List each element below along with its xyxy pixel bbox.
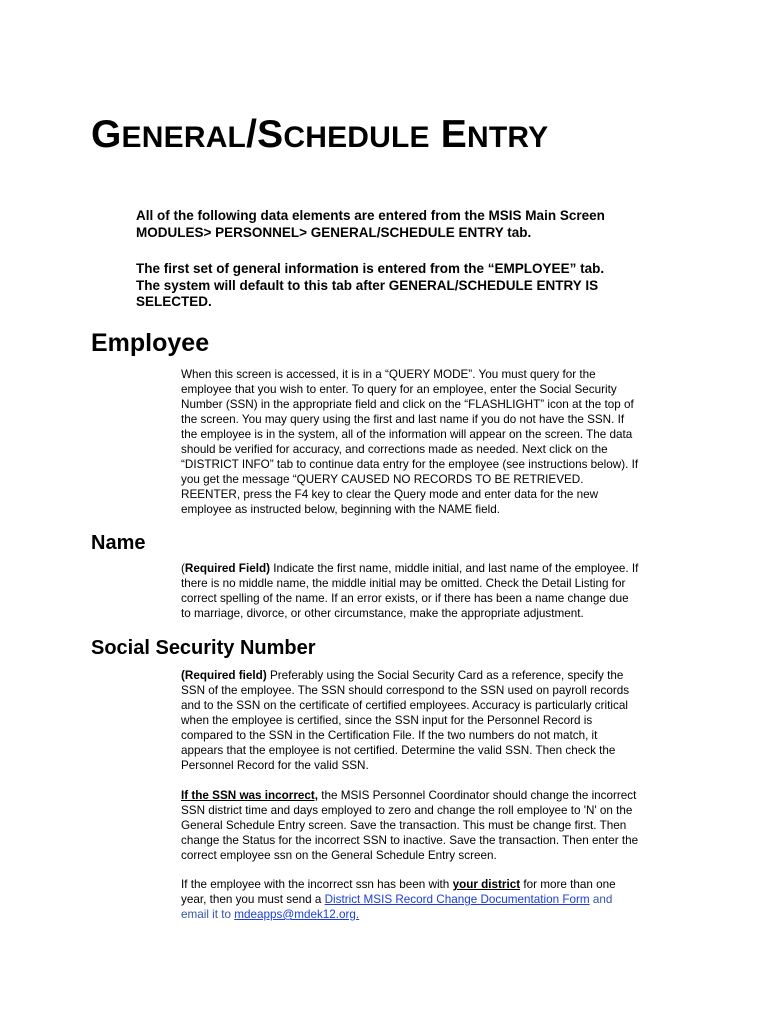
ssn-description [181,668,691,773]
text-line: Number (SSN) in the appropriate field and click on the “FLASHLIGHT” icon at the top of [181,398,634,411]
text-line: the screen. You may query using the first and last name if you do not have the SSN. If [181,413,625,426]
text-line: compared to the SSN in the Certification File. If the two numbers do not match, it [181,729,598,742]
text-line: SSN district time and days employed to zero and change the roll employee to 'N' on the [181,804,633,817]
text-line: When this screen is accessed, it is in a “QUERY MODE”. You must query for the [181,368,596,381]
text-line: change the Status for the incorrect SSN to inactive. Save the transaction. Then enter the [181,834,639,847]
open-paren: ( [181,562,185,575]
ssn-incorrect-instructions [181,788,691,863]
name-heading: Name [91,532,146,554]
title-ntry: NTRY [467,121,549,154]
text-run: and [589,893,613,906]
text-line: employee that you wish to enter. To query for an employee, enter the Social Security [181,383,617,396]
required-label: Required Field) [184,562,270,575]
text-line [181,788,691,803]
email-link[interactable]: mdeapps@mdek12.org. [234,908,360,921]
employee-heading: Employee [91,329,210,357]
text-run: the MSIS Personnel Coordinator should change the incorrect [318,789,637,802]
text-line: you get the message “QUERY CAUSED NO RECORDS TO BE RETRIEVED. [181,473,584,486]
text-run: Preferably using the Social Security Card as a reference, specify the [266,669,624,682]
text-line [181,561,691,576]
text-line: Personnel Record for the valid SSN. [181,759,369,772]
text-line: correct spelling of the name. If an error exists, or if there has been a name change due [181,592,629,605]
title-g: G [91,113,122,156]
name-description [181,561,691,621]
intro-line: All of the following data elements are entered from the MSIS Main Screen [136,208,605,223]
text-line: when the employee is certified, since the SSN input for the Personnel Record is [181,714,593,727]
text-line: correct employee ssn on the General Schedule Entry screen. [181,849,497,862]
text-run: for more than one [520,878,616,891]
intro-line: The system will default to this tab after GENERAL/SCHEDULE ENTRY IS [136,277,599,293]
intro-line: The first set of general information is entered from the “EMPLOYEE” tab. [136,261,605,276]
text-line: SSN of the employee. The SSN should correspond to the SSN used on payroll records [181,684,630,697]
required-label: (Required field) [181,669,267,682]
record-change-form-link[interactable]: District MSIS Record Change Documentation Form [324,893,590,906]
intro-line: SELECTED. [136,294,212,309]
title-space-e: E [429,113,467,156]
text-line: “DISTRICT INFO” tab to continue data entry for the employee (see instructions below). If [181,458,639,471]
your-district-emphasis: your district [452,878,521,891]
title-eneral: ENERAL [121,121,247,154]
ssn-heading: Social Security Number [91,637,316,659]
text-line: the employee is in the system, all of the information will appear on the screen. The data [181,428,633,441]
text-line: should be verified for accuracy, and corrections made as needed. Next click on the [181,443,608,456]
text-line: and to the SSN on the certificate of certified employees. Accuracy is particularly critical [181,699,628,712]
text-line: employee as instructed below, beginning with the NAME field. [181,503,500,516]
employee-description [181,367,691,517]
text-line [181,668,691,683]
text-line: there is no middle name, the middle initial may be omitted. Check the Detail Listing for [181,577,626,590]
intro-line: MODULES> PERSONNEL> GENERAL/SCHEDULE ENTRY tab. [136,224,532,240]
text-run: Indicate the first name, middle initial, and last name of the employee. If [269,562,639,575]
text-line: to marriage, divorce, or other circumstance, make the appropriate adjustment. [181,607,584,620]
intro-paragraph-2 [136,261,696,311]
text-run: If the employee with the incorrect ssn has been with [181,878,453,891]
text-line: General Schedule Entry screen. Save the transaction. This must be change first. Then [181,819,627,832]
text-line: REENTER, press the F4 key to clear the Query mode and enter data for the new [181,488,599,501]
text-run: email it to [181,908,235,921]
text-line [181,877,691,892]
text-run: year, then you must send a [181,893,325,906]
page-title [91,112,548,161]
text-line [181,907,691,922]
text-line [181,892,691,907]
title-chedule: CHEDULE [283,121,430,154]
intro-paragraph-1 [136,208,696,241]
ssn-district-instructions [181,877,691,922]
incorrect-ssn-label: If the SSN was incorrect, [181,789,319,802]
text-line: appears that the employee is not certified. Determine the valid SSN. Then check the [181,744,616,757]
title-slash-s: /S [246,113,284,156]
